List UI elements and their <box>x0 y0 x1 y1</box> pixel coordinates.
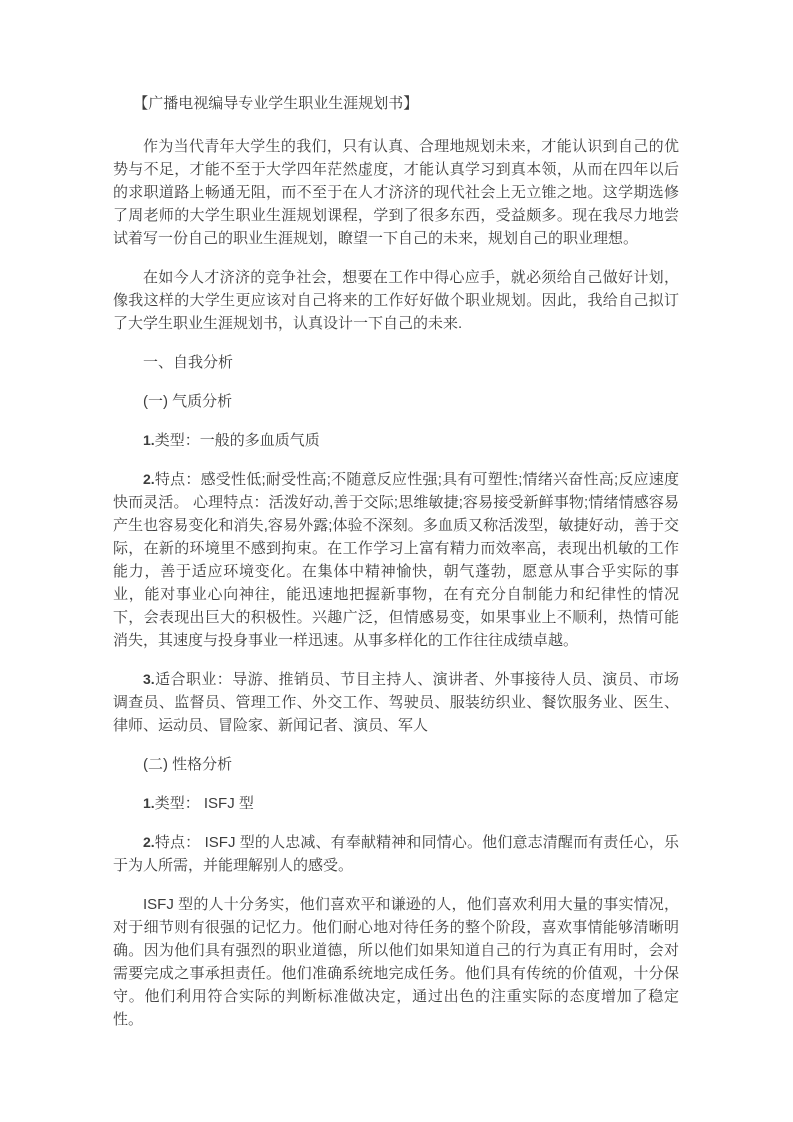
heading-subsection-temperament <box>113 390 679 413</box>
heading-section-self-analysis <box>113 351 679 374</box>
paragraph-text: 适合职业：导游、推销员、节目主持人、演讲者、外事接待人员、演员、市场调查员、监督员、管理工作、外交工作、驾驶员、服装纺织业、餐饮服务业、医生、律师、运动员、冒险家、新闻记者、演员、军人 <box>113 671 679 734</box>
heading-text: (二) 性格分析 <box>143 756 233 773</box>
heading-text: (一) 气质分析 <box>143 393 233 410</box>
paragraph-text: 在如今人才济济的竞争社会，想要在工作中得心应手，就必须给自己做好计划，像我这样的大学生更应该对自己将来的工作好好做个职业规划。因此，我给自己拟订了大学生职业生涯规划书，认真设计一下自己的未来. <box>113 269 679 332</box>
list-number: 1. <box>143 432 155 448</box>
list-number: 2. <box>143 834 155 850</box>
paragraph-intro-2 <box>113 266 679 335</box>
paragraph-text: 作为当代青年大学生的我们，只有认真、合理地规划未来，才能认识到自己的优势与不足，才能不至于大学四年茫然虚度，才能认真学习到真本领，从而在四年以后的求职道路上畅通无阻，而不至于在人才济济的现代社会上无立锥之地。这学期选修了周老师的大学生职业生涯规划课程，学到了很多东西，受益颇多。现在我尽力地尝试着写一份自己的职业生涯规划，瞭望一下自己的未来，规划自己的职业理想。 <box>113 138 679 247</box>
item-text: 类型：一般的多血质气质 <box>154 432 320 449</box>
list-number: 1. <box>143 795 155 811</box>
paragraph-intro-1 <box>113 135 679 250</box>
paragraph-isfj-description <box>113 893 679 1031</box>
heading-subsection-personality <box>113 753 679 776</box>
paragraph-text: 特点：感受性低;耐受性高;不随意反应性强;具有可塑性;情绪兴奋性高;反应速度快而灵活。 心理特点：活泼好动,善于交际;思维敏捷;容易接受新鲜事物;情绪情感容易产生也容易变化和消失,容易外露;体验不深刻。多血质又称活泼型，敏捷好动，善于交际，在新的环境里不感到拘束。在工作学习上富有精力而效率高，表现出机敏的工作能力，善于适应环境变化。在集体中精神愉快，朝气蓬勃，愿意从事合乎实际的事业，能对事业心向神往，能迅速地把握新事物，在有充分自制能力和纪律性的情况下，会表现出巨大的积极性。兴趣广泛，但情感易变，如果事业上不顺利，热情可能消失，其速度与投身事业一样迅速。从事多样化的工作往往成绩卓越。 <box>113 471 679 649</box>
heading-text: 一、自我分析 <box>143 354 234 371</box>
item-personality-type <box>113 792 679 815</box>
paragraph-personality-traits <box>113 831 679 877</box>
doc-title <box>113 92 679 115</box>
paragraph-suitable-careers <box>113 668 679 737</box>
item-text: 类型： ISFJ 型 <box>154 795 254 812</box>
doc-title-text: 【广播电视编导专业学生职业生涯规划书】 <box>133 95 419 112</box>
list-number: 2. <box>143 471 155 487</box>
list-number: 3. <box>143 671 155 687</box>
paragraph-temperament-traits <box>113 468 679 652</box>
paragraph-text: ISFJ 型的人十分务实，他们喜欢平和谦逊的人，他们喜欢利用大量的事实情况，对于细节则有很强的记忆力。他们耐心地对待任务的整个阶段，喜欢事情能够清晰明确。因为他们具有强烈的职业道德，所以他们如果知道自己的行为真正有用时，会对需要完成之事承担责任。他们准确系统地完成任务。他们具有传统的价值观，十分保守。他们利用符合实际的判断标准做决定，通过出色的注重实际的态度增加了稳定性。 <box>113 896 679 1028</box>
paragraph-text: 特点： ISFJ 型的人忠减、有奉献精神和同情心。他们意志清醒而有责任心，乐于为人所需，并能理解别人的感受。 <box>113 834 679 874</box>
item-temperament-type <box>113 429 679 452</box>
